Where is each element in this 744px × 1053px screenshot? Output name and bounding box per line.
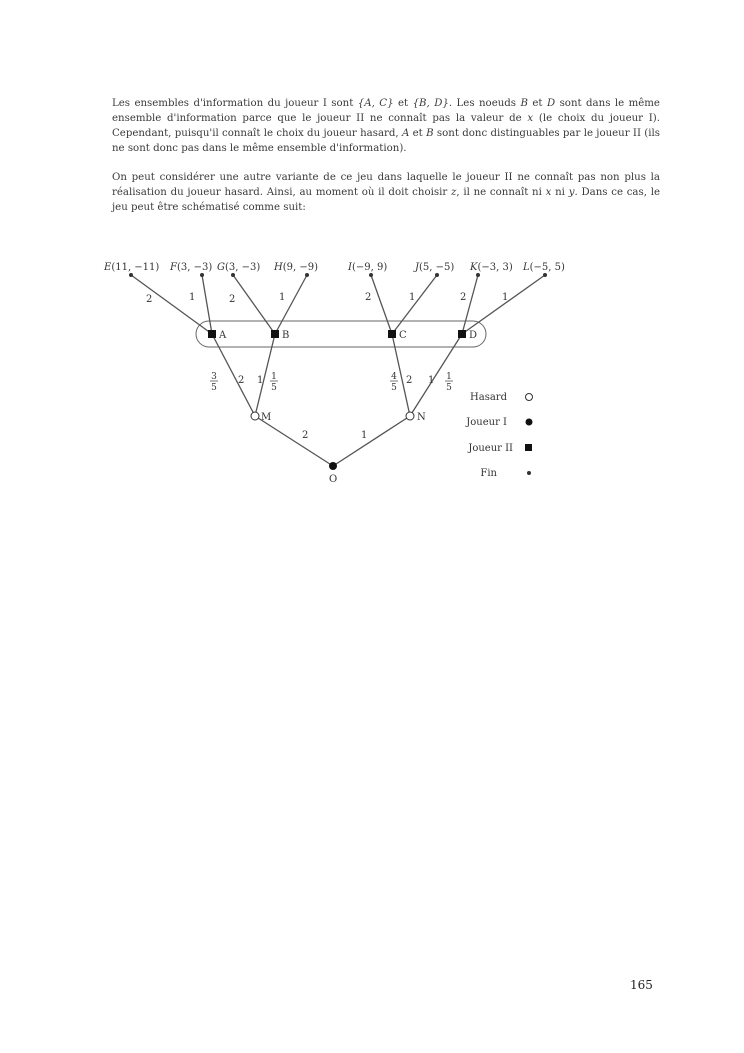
edge-label-num: 1: [446, 372, 452, 382]
edge-o-m: [255, 416, 333, 466]
text-run: . Dans ce cas, le jeu peut être schématisé comme suit:: [112, 187, 661, 213]
page-number: 165: [630, 978, 653, 992]
leaf-dot-e: [129, 273, 133, 277]
text-run: sont donc distinguables par le joueur II (ils ne sont donc pas dans le même ensemble d'information).: [112, 128, 661, 154]
edge-label-num: 3: [211, 372, 217, 382]
edge-a-f: [202, 275, 212, 334]
text-run: et: [393, 98, 413, 109]
edges-chance: [212, 334, 462, 416]
paragraph-variant: [112, 170, 660, 215]
legend-filled-square-icon: [525, 444, 532, 451]
edge-m-a: [212, 334, 255, 416]
edge-d-k: [462, 275, 478, 334]
game-tree-diagram: [0, 250, 744, 500]
edge-label: 1: [502, 292, 509, 303]
legend-label-joueur-2: [467, 443, 513, 454]
leaf-edge-labels: [146, 292, 508, 305]
text-run: , il ne connaît ni: [456, 187, 546, 198]
legend: [465, 392, 532, 479]
math-d: D: [546, 98, 556, 109]
legend-filled-circle-icon: [526, 419, 533, 426]
edge-label: 2: [229, 294, 236, 305]
edge-label-num: 4: [391, 372, 397, 382]
legend-label-fin: Fin: [480, 468, 497, 479]
leaf-dot-l: [543, 273, 547, 277]
chance-nodes: [251, 412, 426, 423]
edge-d-l: [462, 275, 545, 334]
node-label-o: O: [329, 474, 338, 485]
math-a: A: [401, 128, 410, 139]
math-b: B: [520, 98, 528, 109]
math-set-bd: {B, D}: [412, 98, 449, 109]
text-run: ni: [551, 187, 569, 198]
edge-label-den: 5: [211, 383, 217, 393]
edge-label-den: 5: [446, 383, 452, 393]
leaf-dot-i: [369, 273, 373, 277]
edge-b-g: [233, 275, 275, 334]
leaf-label-l: L(−5, 5): [523, 262, 565, 273]
legend-text: Joueur II: [468, 443, 513, 454]
leaf-dot-k: [476, 273, 480, 277]
edges-root: [255, 416, 410, 466]
edge-label: 2: [302, 430, 309, 441]
legend-text: Joueur I: [466, 417, 507, 428]
edge-label: 1: [257, 375, 264, 386]
root-edge-labels: [302, 430, 367, 441]
edge-label: 2: [146, 294, 153, 305]
node-label-d: D: [469, 330, 478, 341]
text-run: sont dans le même ensemble d'information parce que le joueur II ne connaît pas la valeur de: [112, 98, 660, 124]
math-x: x: [545, 187, 552, 198]
node-label-b: B: [282, 330, 290, 341]
node-o: [329, 462, 337, 470]
node-label-m: M: [261, 412, 272, 423]
edge-label-den: 5: [271, 383, 277, 393]
leaf-label-k: K(−3, 3): [470, 262, 513, 273]
text-run: On peut considérer une autre variante de ce jeu dans laquelle le joueur II ne connaît pas non plus la réalisation du joueur hasard. Ainsi, au moment où il doit choisir: [112, 172, 660, 198]
node-a: [208, 330, 216, 338]
information-set-outline: [196, 321, 486, 347]
edge-c-i: [371, 275, 392, 334]
text-run: et: [527, 98, 547, 109]
edge-label: 2: [406, 375, 413, 386]
legend-open-circle-icon: [526, 394, 533, 401]
math-set-ac: {A, C}: [357, 98, 394, 109]
edge-c-j: [392, 275, 437, 334]
player2-nodes: [208, 330, 477, 341]
legend-label-hasard: Hasard: [470, 392, 507, 403]
math-x: x: [527, 113, 534, 124]
edge-label: 1: [279, 292, 286, 303]
math-z: z: [450, 187, 457, 198]
leaf-dot-f: [200, 273, 204, 277]
leaf-label-h: H(9, −9): [274, 262, 318, 273]
leaf-dot-g: [231, 273, 235, 277]
edge-label: 2: [238, 375, 245, 386]
node-d: [458, 330, 466, 338]
edge-label: 2: [460, 292, 467, 303]
edge-label: 1: [361, 430, 368, 441]
node-m: [251, 412, 259, 420]
text-run: Les ensembles d'information du joueur I sont: [112, 98, 358, 109]
node-label-n: N: [417, 412, 426, 423]
node-c: [388, 330, 396, 338]
node-n: [406, 412, 414, 420]
edge-n-d: [410, 334, 462, 416]
text-run: et: [409, 128, 427, 139]
edge-label-den: 5: [391, 383, 397, 393]
leaf-label-f: F(3, −3): [170, 262, 213, 273]
math-y: y: [568, 187, 575, 198]
node-label-a: A: [219, 330, 227, 341]
edge-label: 2: [365, 292, 372, 303]
leaf-label-i: I(−9, 9): [348, 262, 388, 273]
legend-label-joueur-1: [465, 417, 507, 428]
leaf-dots: [129, 273, 547, 277]
chance-edge-labels: [210, 372, 453, 393]
text-run: . Les noeuds: [448, 98, 521, 109]
leaf-label-j: J(5, −5): [415, 262, 455, 273]
legend-small-dot-icon: [527, 471, 531, 475]
leaf-dot-h: [305, 273, 309, 277]
edge-label: 1: [428, 375, 435, 386]
leaf-dot-j: [435, 273, 439, 277]
edge-label: 1: [409, 292, 416, 303]
leaf-label-e: E(11, −11): [104, 262, 160, 273]
leaf-label-g: G(3, −3): [217, 262, 261, 273]
math-b: B: [426, 128, 434, 139]
edge-a-e: [131, 275, 212, 334]
text-run: (le choix du joueur I). Cependant, puisqu'il connaît le choix du joueur hasard,: [112, 113, 660, 139]
leaf-labels: [103, 262, 565, 273]
node-b: [271, 330, 279, 338]
edge-label: 1: [189, 292, 196, 303]
paragraph-information-sets: [112, 96, 660, 156]
node-label-c: C: [399, 330, 407, 341]
edge-b-h: [275, 275, 307, 334]
edge-label-num: 1: [271, 372, 277, 382]
edge-o-n: [333, 416, 410, 466]
